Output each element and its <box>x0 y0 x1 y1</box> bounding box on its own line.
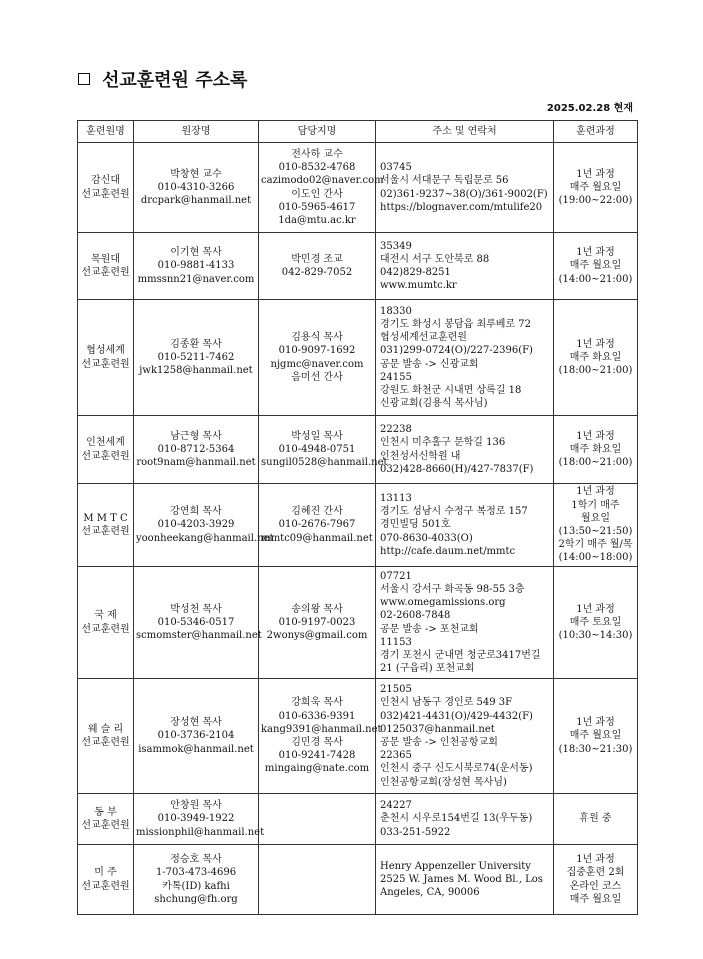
cell-address-line: 18330 <box>380 305 412 317</box>
cell-address-line: 인천공항교회(장성현 목사님) <box>380 776 507 788</box>
page-title-text: 선교훈련원 주소록 <box>102 70 248 91</box>
cell-address-line: 춘천시 시우로154번길 13(우두동) <box>380 813 533 825</box>
cell-course-line: 1년 과정 <box>576 168 615 180</box>
cell-staff <box>259 233 376 300</box>
cell-course-line: 1년 과정 <box>576 603 615 615</box>
cell-staff-line: 1da@mtu.ac.kr <box>278 214 356 226</box>
cell-address-line: 22238 <box>380 424 412 436</box>
cell-name-line: 선교훈련원 <box>81 267 130 278</box>
cell-course <box>554 143 638 233</box>
cell-staff-line: kang9391@hanmail.net <box>261 723 382 735</box>
cell-address-line: 공문 발송 -> 포천교회 <box>380 623 479 635</box>
cell-staff-line: 010-5965-4617 <box>278 201 356 213</box>
cell-name-line: 선교훈련원 <box>81 880 130 892</box>
cell-director <box>134 416 259 484</box>
cell-director-line: mmssnn21@naver.com <box>137 273 255 285</box>
cell-staff-line: 이도인 간사 <box>291 188 343 200</box>
header-director: 원장명 <box>134 121 259 143</box>
cell-address-line: 032)421-4431(O)/429-4432(F) <box>380 710 533 722</box>
cell-staff <box>259 484 376 567</box>
directory-table <box>77 120 638 915</box>
cell-staff-line: 2wonys@gmail.com <box>266 630 368 642</box>
cell-course-line: 2학기 매주 월/목 <box>558 539 633 551</box>
cell-address-line: 35349 <box>380 240 412 252</box>
cell-course-line: 매주 월요일 <box>569 730 622 742</box>
cell-course-line: 1년 과정 <box>576 717 615 729</box>
cell-course <box>554 416 638 484</box>
cell-name-line: M M T C <box>83 512 128 524</box>
cell-address-line: 07721 <box>380 570 412 582</box>
cell-address-line: 0125037@hanmail.net <box>380 723 495 735</box>
cell-address <box>376 416 554 484</box>
cell-course <box>554 794 638 845</box>
cell-address-line: 서울시 서대문구 독립문로 56 <box>380 175 509 187</box>
cell-director-line: 010-4203-3929 <box>157 519 235 531</box>
cell-address-line: 공문 발송 -> 신광교회 <box>380 358 479 370</box>
cell-director-line: 이기현 목사 <box>170 247 222 259</box>
cell-staff <box>259 845 376 915</box>
cell-staff-line: 010-8532-4768 <box>278 162 356 174</box>
cell-course-line: 1년 과정 <box>576 247 615 259</box>
cell-course-line: 1년 과정 <box>576 338 615 350</box>
cell-director-line: missionphil@hanmail.net <box>136 826 265 838</box>
cell-staff-line: 010-9097-1692 <box>278 345 356 357</box>
cell-name-line: 선교훈련원 <box>81 358 130 370</box>
cell-name <box>78 233 134 300</box>
cell-address-line: 02)361-9237~38(O)/361-9002(F) <box>380 188 548 200</box>
cell-staff-line: njgmc@naver.com <box>270 358 364 370</box>
cell-address-line: 11153 <box>380 636 412 648</box>
cell-address-line: 경민빌딩 501호 <box>380 519 451 531</box>
cell-name-line: 동 부 <box>94 806 117 818</box>
cell-course-line: (18:00~21:00) <box>558 365 633 377</box>
cell-course <box>554 845 638 915</box>
cell-staff-line: 010-6336-9391 <box>278 710 356 722</box>
cell-course-line: 휴원 중 <box>579 813 612 825</box>
cell-staff-line: 강희욱 목사 <box>291 697 343 709</box>
cell-staff <box>259 567 376 679</box>
cell-name <box>78 679 134 794</box>
cell-address-line: 인천시 중구 신도시북로74(운서동) <box>380 763 533 775</box>
cell-director-line: 010-8712-5364 <box>157 443 235 455</box>
cell-address-line: 031)299-0724(O)/227-2396(F) <box>380 345 533 357</box>
cell-director-line: yoonheekang@hanmail.net <box>136 532 274 544</box>
cell-name-line: 웨 슬 리 <box>87 723 124 735</box>
cell-name <box>78 794 134 845</box>
cell-name-line: 선교훈련원 <box>81 450 130 462</box>
cell-name <box>78 567 134 679</box>
cell-course-line: 매주 월요일 <box>569 893 622 905</box>
cell-course-line: (10:30~14:30) <box>558 630 633 642</box>
cell-course-line: 매주 화요일 <box>569 443 622 455</box>
cell-course <box>554 300 638 416</box>
cell-course-line: (13:50~21:50) <box>558 526 633 537</box>
cell-address-line: 대전시 서구 도안북로 88 <box>380 253 490 265</box>
header-staff: 담당지명 <box>259 121 376 143</box>
cell-director-line: isammok@hanmail.net <box>138 743 254 755</box>
table-row <box>78 300 638 416</box>
cell-director <box>134 484 274 567</box>
cell-course-line: (14:00~18:00) <box>558 552 633 564</box>
cell-course-line: 매주 월요일 <box>569 260 622 272</box>
cell-address-line: 042)829-8251 <box>380 267 451 278</box>
table-row <box>78 233 638 300</box>
cell-staff-line: 010-9241-7428 <box>278 750 356 762</box>
cell-staff-line: cazimodo02@naver.com <box>261 175 384 187</box>
cell-address <box>376 567 554 679</box>
cell-course <box>554 567 638 679</box>
header-name: 훈련원명 <box>78 121 134 143</box>
cell-director-line: scmomster@hanmail.net <box>136 630 262 642</box>
cell-address-line: 24227 <box>380 800 412 812</box>
cell-staff-line: 010-2676-7967 <box>278 519 356 531</box>
table-row <box>78 567 638 679</box>
cell-course-line: (18:30~21:30) <box>558 743 633 755</box>
cell-course-line: (18:00~21:00) <box>558 457 633 469</box>
cell-address <box>376 300 554 416</box>
cell-course <box>554 484 638 567</box>
cell-address-line: 인천시 남동구 경인로 549 3F <box>380 697 513 709</box>
cell-address-line: 24155 <box>380 371 412 383</box>
table-body <box>78 143 638 915</box>
cell-director <box>134 794 265 845</box>
cell-staff-line: 음미선 간사 <box>291 371 343 383</box>
cell-director-line: 안창원 목사 <box>170 800 222 812</box>
cell-course-line: 1년 과정 <box>576 430 615 442</box>
cell-staff <box>259 679 382 794</box>
cell-staff <box>259 300 376 416</box>
cell-staff-line: 박성일 목사 <box>291 430 343 442</box>
cell-director-line: 010-9881-4133 <box>157 260 235 272</box>
cell-address-line: 서울시 강서구 화곡동 98-55 3층 <box>380 583 525 595</box>
cell-staff-line: mmtc09@hanmail.net <box>261 532 373 544</box>
cell-director-line: 강연희 목사 <box>170 506 222 518</box>
cell-address <box>376 484 554 567</box>
table-row <box>78 143 638 233</box>
cell-course-line: 1년 과정 <box>576 486 615 498</box>
cell-name-line: 목원대 <box>91 253 120 265</box>
cell-address-line: 강원도 화천군 시내면 상록길 18 <box>380 384 522 396</box>
cell-director-line: 010-3736-2104 <box>157 730 235 742</box>
cell-staff <box>259 416 388 484</box>
cell-staff-line: 송의왕 목사 <box>291 603 343 615</box>
cell-director-line: 010-5346-0517 <box>157 616 235 628</box>
cell-address <box>376 679 554 794</box>
cell-address-line: 02-2608-7848 <box>380 610 451 622</box>
cell-director-line: 김종환 목사 <box>170 338 222 350</box>
cell-staff <box>259 794 376 845</box>
table-row <box>78 484 638 567</box>
cell-address-line: 21 (구읍리) 포천교회 <box>380 663 475 675</box>
cell-staff-line: 김용식 목사 <box>291 332 343 344</box>
cell-director-line: 1-703-473-4696 <box>155 867 237 879</box>
cell-staff-line: 010-9197-0023 <box>278 616 356 628</box>
cell-director-line: 장성현 목사 <box>170 717 222 729</box>
cell-course-line: (19:00~22:00) <box>558 195 633 207</box>
cell-course-line: 집중훈련 2회 <box>566 867 625 879</box>
cell-address-line: Henry Appenzeller University <box>380 860 531 872</box>
cell-address-line: 공문 발송 -> 인천공항교회 <box>380 737 498 748</box>
table-header-row <box>78 121 638 143</box>
cell-director <box>134 567 262 679</box>
cell-address-line: 경기도 성남시 수정구 복정로 157 <box>380 506 528 518</box>
cell-name <box>78 143 134 233</box>
square-bullet-icon <box>78 73 90 85</box>
cell-name-line: 협성세계 <box>86 345 125 357</box>
cell-address-line: http://cafe.daum.net/mmtc <box>380 545 516 557</box>
cell-staff-line: sungil0528@hanmail.net <box>261 457 388 469</box>
cell-course-line: 매주 화요일 <box>569 351 622 363</box>
cell-address-line: 2525 W. James M. Wood Bl., Los <box>380 873 543 885</box>
cell-name-line: 선교훈련원 <box>81 623 130 635</box>
cell-course <box>554 679 638 794</box>
cell-address-line: 인천시 미추홀구 문학길 136 <box>380 437 506 449</box>
cell-staff-line: 김혜진 간사 <box>291 506 343 518</box>
cell-director-line: 정승호 목사 <box>170 854 222 866</box>
table-row <box>78 794 638 845</box>
cell-course-line: 매주 토요일 <box>569 616 622 628</box>
header-address: 주소 및 연락처 <box>376 121 554 143</box>
cell-director-line: 박성천 목사 <box>170 603 222 615</box>
table-row <box>78 679 638 794</box>
cell-name <box>78 416 134 484</box>
cell-director-line: 010-3949-1922 <box>157 813 235 825</box>
cell-director <box>134 845 259 915</box>
cell-course <box>554 233 638 300</box>
cell-address <box>376 143 554 233</box>
page-title <box>78 66 247 92</box>
cell-name-line: 감신대 <box>91 175 120 187</box>
cell-address-line: Angeles, CA, 90006 <box>380 887 480 899</box>
cell-director-line: 남근형 목사 <box>170 430 222 442</box>
cell-address-line: 13113 <box>380 492 412 504</box>
table-row <box>78 416 638 484</box>
cell-staff-line: 010-4948-0751 <box>278 443 356 455</box>
cell-course-line: 1년 과정 <box>576 854 615 866</box>
cell-course-line: 온라인 코스 <box>569 880 622 892</box>
cell-name-line: 인천세계 <box>86 437 125 449</box>
cell-director-line: 카톡(ID) kafhi <box>162 880 230 892</box>
cell-address-line: https://blognaver.com/mtulife20 <box>380 201 543 213</box>
cell-course-line: (14:00~21:00) <box>558 273 633 285</box>
cell-director-line: shchung@fh.org <box>154 893 238 905</box>
cell-director <box>134 679 259 794</box>
cell-name-line: 선교훈련원 <box>81 820 130 831</box>
cell-address-line: 협성세계선교훈련원 <box>380 332 467 344</box>
cell-director-line: jwk1258@hanmail.net <box>139 365 253 377</box>
cell-name-line: 선교훈련원 <box>81 526 130 537</box>
cell-staff-line: 042-829-7052 <box>281 267 353 278</box>
cell-name-line: 선교훈련원 <box>81 188 130 200</box>
cell-director-line: 010-5211-7462 <box>157 351 235 363</box>
cell-course-line: 1학기 매주 <box>571 499 620 511</box>
cell-address-line: 경기 포천시 군내면 청군로3417번길 <box>380 649 541 661</box>
cell-address-line: www.mumtc.kr <box>380 280 457 292</box>
cell-address <box>376 845 554 915</box>
cell-address-line: 경기도 화성시 봉담읍 최루베로 72 <box>380 318 532 330</box>
cell-staff-line: 김민경 목사 <box>291 737 343 748</box>
cell-staff-line: 박민경 조교 <box>291 253 343 265</box>
cell-director <box>134 143 259 233</box>
cell-course-line: 월요일 <box>581 512 610 524</box>
cell-address <box>376 794 554 845</box>
cell-address <box>376 233 554 300</box>
cell-name <box>78 845 134 915</box>
cell-address-line: www.omegamissions.org <box>380 597 506 609</box>
cell-name-line: 선교훈련원 <box>81 737 130 748</box>
cell-address-line: 03745 <box>380 162 412 174</box>
cell-name <box>78 484 134 567</box>
cell-address-line: 인천성서신학원 내 <box>380 450 461 462</box>
cell-address-line: 033-251-5922 <box>380 826 451 838</box>
table-row <box>78 845 638 915</box>
cell-director <box>134 300 259 416</box>
cell-address-line: 21505 <box>380 684 412 696</box>
cell-name-line: 미 주 <box>94 867 117 879</box>
cell-director-line: drcpark@hanmail.net <box>140 195 252 207</box>
header-course: 훈련과정 <box>554 121 638 143</box>
cell-name <box>78 300 134 416</box>
cell-address-line: 032)428-8660(H)/427-7837(F) <box>380 463 534 475</box>
cell-course-line: 매주 월요일 <box>569 181 622 193</box>
cell-address-line: 신광교회(김용식 목사님) <box>380 398 488 410</box>
cell-name-line: 국 제 <box>94 610 117 622</box>
cell-staff-line: mingaing@nate.com <box>264 763 370 775</box>
cell-director-line: 박창현 교수 <box>170 168 222 180</box>
cell-address-line: 22365 <box>380 750 412 762</box>
cell-address-line: 070-8630-4033(O) <box>380 532 473 544</box>
as-of-date: 2025.02.28 현재 <box>546 103 633 114</box>
cell-director <box>134 233 259 300</box>
cell-staff-line: 전사하 교수 <box>291 148 343 160</box>
cell-staff <box>259 143 384 233</box>
cell-director-line: root9nam@hanmail.net <box>136 457 256 469</box>
cell-director-line: 010-4310-3266 <box>157 181 235 193</box>
